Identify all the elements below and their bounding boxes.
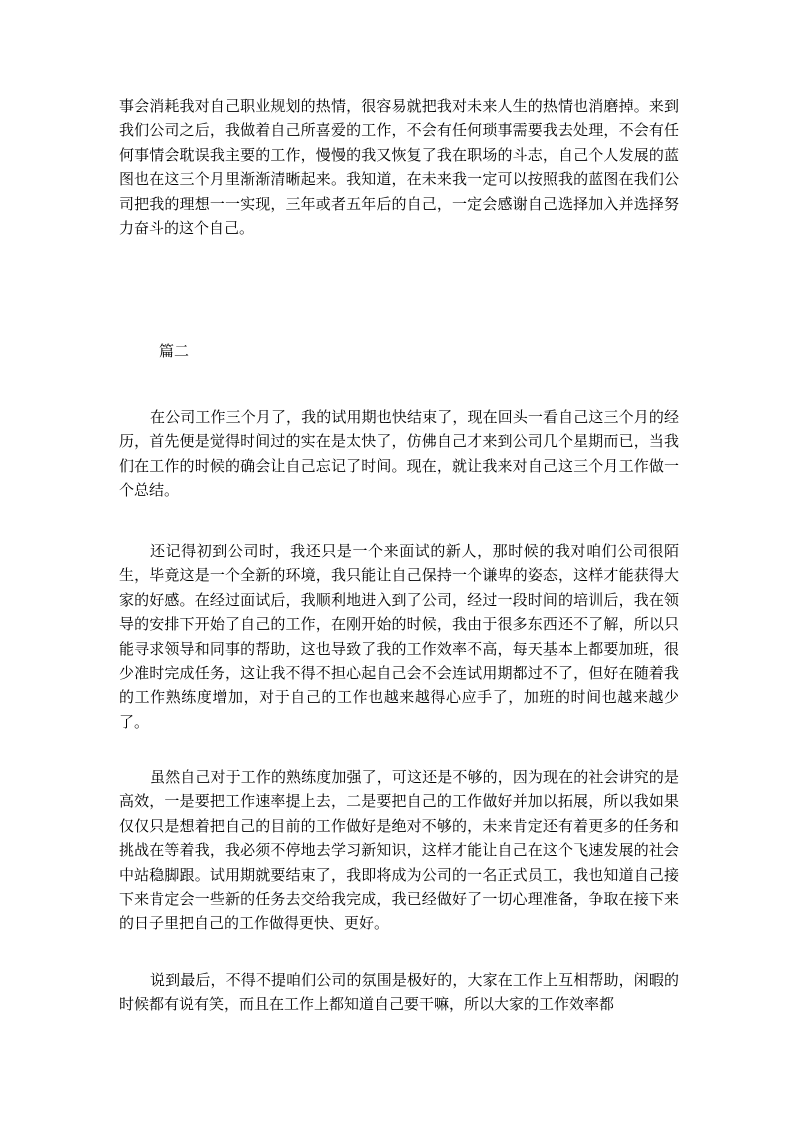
section-heading: 篇二 [159,342,190,360]
paragraph-continued: 事会消耗我对自己职业规划的热情，很容易就把我对未来人生的热情也消磨掉。来到我们公司之后，我做着自己所喜爱的工作，不会有任何琐事需要我去处理，不会有任何事情会耽误我主要的工作，慢慢的我又恢复了我在职场的斗志，自己个人发展的蓝图也在这三个月里渐渐清晰起来。我知道，在未来我一定可以按照我的蓝图在我们公司把我的理想一一实现，三年或者五年后的自己，一定会感谢自己选择加入并选择努力奋斗的这个自己。 [119,97,679,238]
paragraph-2: 还记得初到公司时，我还只是一个来面试的新人，那时候的我对咱们公司很陌生，毕竟这是一个全新的环境，我只能让自己保持一个谦卑的姿态，这样才能获得大家的好感。在经过面试后，我顺利地进入到了公司，经过一段时间的培训后，我在领导的安排下开始了自己的工作，在刚开始的时候，我由于很多东西还不了解，所以只能寻求领导和同事的帮助，这也导致了我的工作效率不高，每天基本上都要加班，很少准时完成任务，这让我不得不担心起自己会不会连试用期都过不了，但好在随着我的工作熟练度增加，对于自己的工作也越来越得心应手了，加班的时间也越来越少了。 [119,542,679,731]
paragraph-3: 虽然自己对于工作的熟练度加强了，可这还是不够的，因为现在的社会讲究的是高效，一是要把工作速率提上去，二是要把自己的工作做好并加以拓展，所以我如果仅仅只是想着把自己的目前的工作做好是绝对不够的，未来肯定还有着更多的任务和挑战在等着我，我必须不停地去学习新知识，这样才能让自己在这个飞速发展的社会中站稳脚跟。试用期就要结束了，我即将成为公司的一名正式员工，我也知道自己接下来肯定会一些新的任务去交给我完成，我已经做好了一切心理准备，争取在接下来的日子里把自己的工作做得更快、更好。 [119,768,679,933]
paragraph-1: 在公司工作三个月了，我的试用期也快结束了，现在回头一看自己这三个月的经历，首先便是觉得时间过的实在是太快了，仿佛自己才来到公司几个星期而已，当我们在工作的时候的确会让自己忘记了时间。现在，就让我来对自己这三个月工作做一个总结。 [119,408,679,500]
paragraph-4: 说到最后，不得不提咱们公司的氛围是极好的，大家在工作上互相帮助，闲暇的时候都有说有笑，而且在工作上都知道自己要干嘛，所以大家的工作效率都 [119,971,679,1014]
